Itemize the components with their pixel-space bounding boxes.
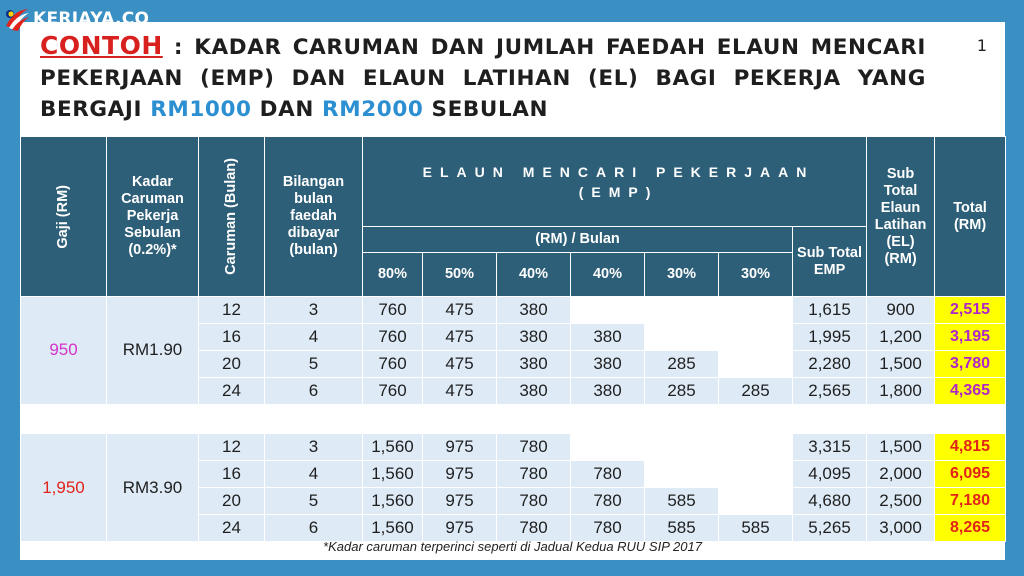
emp-value-cell: 1,560 — [363, 514, 423, 541]
emp-value-cell — [719, 434, 793, 461]
header-rm-bulan: (RM) / Bulan — [363, 227, 793, 253]
emp-value-cell: 475 — [423, 297, 497, 324]
gaji-cell: 950 — [21, 297, 107, 405]
bilangan-cell: 3 — [265, 297, 363, 324]
header-pct-50: 50% — [423, 253, 497, 297]
bilangan-cell: 6 — [265, 514, 363, 541]
emp-value-cell: 380 — [571, 350, 645, 377]
emp-value-cell: 585 — [645, 514, 719, 541]
kadar-cell: RM1.90 — [107, 297, 199, 405]
emp-value-cell: 760 — [363, 323, 423, 350]
emp-value-cell — [719, 350, 793, 377]
header-pct-30a: 30% — [645, 253, 719, 297]
emp-value-cell: 380 — [497, 377, 571, 404]
emp-value-cell — [645, 297, 719, 324]
page-number: 1 — [976, 36, 987, 55]
sub-total-el-cell: 1,500 — [867, 350, 935, 377]
caruman-cell: 20 — [199, 350, 265, 377]
header-sub-total-emp: Sub Total EMP — [793, 227, 867, 297]
emp-value-cell — [719, 487, 793, 514]
header-pct-80: 80% — [363, 253, 423, 297]
emp-value-cell — [719, 460, 793, 487]
header-pct-30b: 30% — [719, 253, 793, 297]
emp-value-cell: 585 — [719, 514, 793, 541]
separator-cell — [21, 404, 1006, 433]
emp-value-cell: 380 — [497, 297, 571, 324]
page-title — [40, 30, 926, 125]
sub-total-el-cell: 1,200 — [867, 323, 935, 350]
emp-value-cell: 285 — [645, 377, 719, 404]
emp-value-cell: 380 — [571, 323, 645, 350]
emp-value-cell: 780 — [571, 487, 645, 514]
emp-value-cell: 585 — [645, 487, 719, 514]
footnote: *Kadar caruman terperinci seperti di Jadual Kedua RUU SIP 2017 — [323, 539, 702, 554]
sub-total-el-cell: 1,800 — [867, 377, 935, 404]
total-cell: 2,515 — [935, 297, 1006, 324]
emp-value-cell: 285 — [719, 377, 793, 404]
emp-value-cell: 975 — [423, 434, 497, 461]
logo-text: KERJAYA.CO — [33, 9, 150, 29]
sub-total-el-cell: 900 — [867, 297, 935, 324]
sub-total-emp-cell: 5,265 — [793, 514, 867, 541]
emp-value-cell — [645, 434, 719, 461]
sub-total-el-cell: 2,000 — [867, 460, 935, 487]
emp-value-cell: 780 — [497, 460, 571, 487]
emp-value-cell: 780 — [497, 434, 571, 461]
emp-value-cell: 285 — [645, 350, 719, 377]
sub-total-el-cell: 1,500 — [867, 434, 935, 461]
bilangan-cell: 4 — [265, 460, 363, 487]
emp-value-cell: 380 — [571, 377, 645, 404]
total-cell: 4,365 — [935, 377, 1006, 404]
emp-value-cell: 760 — [363, 297, 423, 324]
caruman-cell: 12 — [199, 297, 265, 324]
sub-total-el-cell: 2,500 — [867, 487, 935, 514]
emp-value-cell: 780 — [571, 460, 645, 487]
caruman-cell: 24 — [199, 514, 265, 541]
emp-value-cell: 975 — [423, 460, 497, 487]
title-amount-2: RM2000 — [322, 97, 424, 122]
sub-total-el-cell: 3,000 — [867, 514, 935, 541]
emp-value-cell: 380 — [497, 350, 571, 377]
kadar-cell: RM3.90 — [107, 434, 199, 542]
bilangan-cell: 4 — [265, 323, 363, 350]
header-pct-40b: 40% — [571, 253, 645, 297]
sub-total-emp-cell: 4,680 — [793, 487, 867, 514]
group-separator — [21, 404, 1006, 433]
bilangan-cell: 5 — [265, 487, 363, 514]
header-total: Total (RM) — [935, 137, 1006, 297]
emp-value-cell: 1,560 — [363, 434, 423, 461]
header-emp-title: ELAUN MENCARI PEKERJAAN (EMP) — [363, 137, 867, 227]
emp-value-cell: 975 — [423, 514, 497, 541]
emp-value-cell: 475 — [423, 323, 497, 350]
header-bilangan: Bilangan bulan faedah dibayar (bulan) — [265, 137, 363, 297]
emp-value-cell: 475 — [423, 350, 497, 377]
site-logo[interactable] — [4, 6, 149, 32]
emp-value-cell: 975 — [423, 487, 497, 514]
contribution-table — [20, 136, 1006, 542]
table-row — [21, 297, 1006, 324]
title-text-2: DAN — [251, 97, 323, 122]
title-text-1: : KADAR CARUMAN DAN JUMLAH FAEDAH ELAUN MENCARI PEKERJAAN (EMP) DAN ELAUN LATIHAN (EL) BAGI PEKERJA YANG BERGAJI — [40, 35, 926, 122]
emp-value-cell — [719, 297, 793, 324]
emp-value-cell: 380 — [497, 323, 571, 350]
emp-value-cell: 780 — [571, 514, 645, 541]
emp-value-cell — [571, 297, 645, 324]
sub-total-emp-cell: 2,565 — [793, 377, 867, 404]
emp-value-cell: 780 — [497, 487, 571, 514]
emp-value-cell — [645, 323, 719, 350]
bilangan-cell: 5 — [265, 350, 363, 377]
emp-value-cell — [645, 460, 719, 487]
emp-value-cell: 780 — [497, 514, 571, 541]
sub-total-emp-cell: 2,280 — [793, 350, 867, 377]
table-row — [21, 434, 1006, 461]
header-pct-40a: 40% — [497, 253, 571, 297]
total-cell: 6,095 — [935, 460, 1006, 487]
header-caruman: Caruman (Bulan) — [199, 137, 265, 297]
header-kadar: Kadar Caruman Pekerja Sebulan (0.2%)* — [107, 137, 199, 297]
bilangan-cell: 6 — [265, 377, 363, 404]
malaysia-flag-swoosh-icon — [4, 6, 30, 32]
caruman-cell: 20 — [199, 487, 265, 514]
sub-total-emp-cell: 4,095 — [793, 460, 867, 487]
emp-value-cell: 760 — [363, 377, 423, 404]
header-sub-total-el: Sub Total Elaun Latihan (EL) (RM) — [867, 137, 935, 297]
caruman-cell: 16 — [199, 460, 265, 487]
sub-total-emp-cell: 1,995 — [793, 323, 867, 350]
emp-value-cell — [719, 323, 793, 350]
emp-value-cell: 475 — [423, 377, 497, 404]
emp-value-cell: 1,560 — [363, 487, 423, 514]
title-amount-1: RM1000 — [150, 97, 252, 122]
emp-value-cell: 1,560 — [363, 460, 423, 487]
title-prefix: CONTOH — [40, 31, 163, 60]
emp-value-cell: 760 — [363, 350, 423, 377]
slide-sheet — [20, 22, 1005, 560]
total-cell: 8,265 — [935, 514, 1006, 541]
sub-total-emp-cell: 3,315 — [793, 434, 867, 461]
total-cell: 7,180 — [935, 487, 1006, 514]
bilangan-cell: 3 — [265, 434, 363, 461]
total-cell: 4,815 — [935, 434, 1006, 461]
caruman-cell: 24 — [199, 377, 265, 404]
sub-total-emp-cell: 1,615 — [793, 297, 867, 324]
header-gaji: Gaji (RM) — [21, 137, 107, 297]
title-text-3: SEBULAN — [423, 97, 549, 122]
gaji-cell: 1,950 — [21, 434, 107, 542]
total-cell: 3,780 — [935, 350, 1006, 377]
caruman-cell: 12 — [199, 434, 265, 461]
emp-value-cell — [571, 434, 645, 461]
caruman-cell: 16 — [199, 323, 265, 350]
total-cell: 3,195 — [935, 323, 1006, 350]
